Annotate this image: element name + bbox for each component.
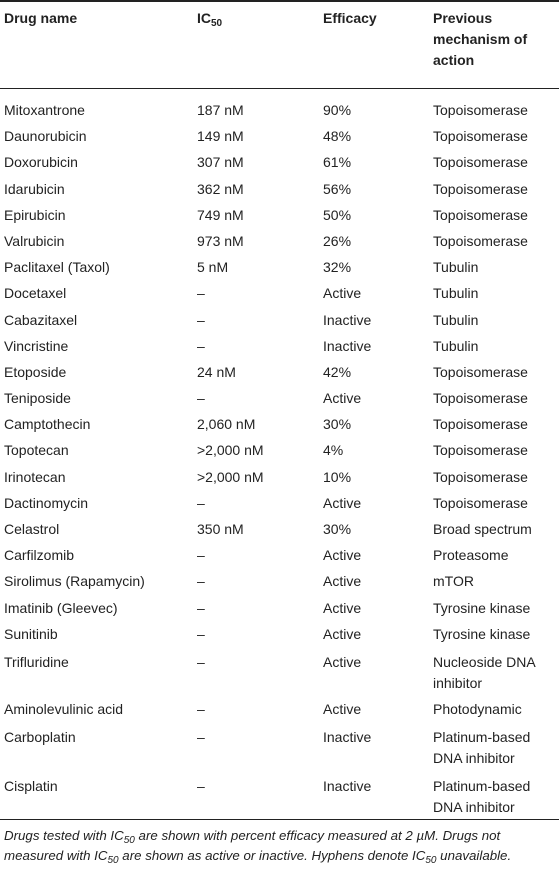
drug-name-cell: Etoposide <box>4 363 67 380</box>
table-row <box>0 332 559 358</box>
table-row <box>0 695 559 721</box>
efficacy-cell: Active <box>323 700 362 717</box>
mechanism-cell: Platinum-based DNA inhibitor <box>433 770 559 819</box>
drug-name-cell: Trifluridine <box>4 653 69 670</box>
drug-name-cell: Docetaxel <box>4 285 67 302</box>
drug-name-cell: Aminolevulinic acid <box>4 700 124 717</box>
mechanism-cell: Proteasome <box>433 547 509 564</box>
ic50-cell: 973 nM <box>197 232 244 249</box>
header-ic-subscript: 50 <box>211 18 223 29</box>
table-header <box>0 1 559 88</box>
efficacy-cell: Active <box>323 573 362 590</box>
mechanism-cell: Topoisomerase <box>433 442 528 459</box>
mechanism-cell: Platinum-based DNA inhibitor <box>433 729 531 767</box>
ic50-cell: 2,060 nM <box>197 416 256 433</box>
drug-name-cell: Carfilzomib <box>4 547 75 564</box>
efficacy-cell: Active <box>323 599 362 616</box>
spacer-cell <box>0 88 559 96</box>
table-row <box>0 201 559 227</box>
mechanism-cell: Topoisomerase <box>433 363 528 380</box>
header-ic50 <box>197 1 323 88</box>
ic50-cell: – <box>197 599 205 616</box>
drug-name-cell: Mitoxantrone <box>4 102 85 118</box>
ic50-cell: – <box>197 729 205 746</box>
table-row <box>0 515 559 541</box>
ic50-cell: 350 nM <box>197 521 244 537</box>
efficacy-cell: 61% <box>323 154 352 171</box>
footnote-ic-subscript-1: 50 <box>123 835 135 846</box>
table-row <box>0 148 559 174</box>
ic50-cell: – <box>197 311 205 328</box>
footnote-ic-label-1: IC <box>110 828 124 843</box>
drug-name-cell: Idarubicin <box>4 180 65 197</box>
ic50-cell: 749 nM <box>197 206 244 223</box>
drug-name-cell: Sunitinib <box>4 625 58 642</box>
ic50-cell: – <box>197 285 205 302</box>
header-drug-name: Drug name <box>0 1 197 88</box>
table-row <box>0 770 559 819</box>
mechanism-cell: Broad spectrum <box>433 521 532 537</box>
footnote-ic-subscript-3: 50 <box>425 855 437 866</box>
ic50-cell: 307 nM <box>197 154 244 171</box>
table-spacer <box>0 88 559 96</box>
drug-name-cell: Valrubicin <box>4 232 65 249</box>
mechanism-cell: Topoisomerase <box>433 416 528 433</box>
table-row <box>0 567 559 593</box>
efficacy-cell: Active <box>323 625 362 642</box>
table-row <box>0 227 559 253</box>
drug-name-cell: Cabazitaxel <box>4 311 78 328</box>
ic50-cell: 187 nM <box>197 102 244 118</box>
efficacy-cell: 48% <box>323 128 352 145</box>
table-row <box>0 436 559 462</box>
mechanism-cell: Tubulin <box>433 259 479 276</box>
drug-name-cell: Camptothecin <box>4 416 91 433</box>
mechanism-cell: mTOR <box>433 573 474 590</box>
drug-name-cell: Cisplatin <box>0 770 197 819</box>
ic50-cell: >2,000 nM <box>197 468 264 485</box>
table-row <box>0 279 559 305</box>
ic50-cell: – <box>197 494 205 511</box>
efficacy-cell: Inactive <box>323 729 372 746</box>
efficacy-cell: Inactive <box>323 770 433 819</box>
footnote-text-3: are shown as active or inactive. Hyphens denote <box>118 848 413 863</box>
mechanism-cell: Tyrosine kinase <box>433 625 531 642</box>
header-mechanism: Previous mechanism of action <box>433 1 559 88</box>
mechanism-cell: Tyrosine kinase <box>433 599 531 616</box>
header-ic-label: IC <box>197 10 211 26</box>
ic50-cell: – <box>197 337 205 354</box>
footnote-text-1: Drugs tested with <box>4 828 111 843</box>
table-row <box>0 594 559 620</box>
table-row <box>0 384 559 410</box>
mechanism-cell: Topoisomerase <box>433 468 528 485</box>
mechanism-cell: Tubulin <box>433 337 479 354</box>
drug-name-cell: Celastrol <box>4 521 60 537</box>
efficacy-cell: 30% <box>323 416 352 433</box>
drug-name-cell: Dactinomycin <box>4 494 89 511</box>
table-row <box>0 122 559 148</box>
efficacy-cell: Active <box>323 285 362 302</box>
ic50-cell: – <box>197 625 205 642</box>
ic50-cell: – <box>197 700 205 717</box>
table-row <box>0 253 559 279</box>
drug-name-cell: Teniposide <box>4 390 71 407</box>
efficacy-cell: 26% <box>323 232 352 249</box>
drug-name-cell: Doxorubicin <box>4 154 78 171</box>
efficacy-cell: 10% <box>323 468 352 485</box>
ic50-cell: 5 nM <box>197 259 229 276</box>
efficacy-cell: 90% <box>323 102 352 118</box>
efficacy-cell: Inactive <box>323 337 372 354</box>
drug-name-cell: Irinotecan <box>4 468 66 485</box>
mechanism-cell: Topoisomerase <box>433 180 528 197</box>
drug-name-cell: Topotecan <box>4 442 69 459</box>
table-row <box>0 96 559 122</box>
drug-name-cell: Epirubicin <box>4 206 66 223</box>
ic50-cell: – <box>197 573 205 590</box>
ic50-cell: 24 nM <box>197 363 236 380</box>
mechanism-cell: Topoisomerase <box>433 206 528 223</box>
ic50-cell: – <box>197 390 205 407</box>
table-row <box>0 410 559 436</box>
efficacy-cell: 50% <box>323 206 352 223</box>
mechanism-cell: Tubulin <box>433 285 479 302</box>
efficacy-cell: 56% <box>323 180 352 197</box>
footnote-ic-label-2: IC <box>94 848 108 863</box>
table-row <box>0 620 559 646</box>
efficacy-cell: Active <box>323 390 362 407</box>
table-row <box>0 541 559 567</box>
table-row <box>0 646 559 695</box>
mechanism-cell: Topoisomerase <box>433 154 528 171</box>
table-footnote <box>4 826 556 866</box>
table-row <box>0 721 559 770</box>
ic50-cell: – <box>197 770 323 819</box>
drug-name-cell: Imatinib (Gleevec) <box>4 599 118 616</box>
efficacy-cell: 30% <box>323 521 352 537</box>
table-row <box>0 489 559 515</box>
efficacy-cell: 4% <box>323 442 344 459</box>
efficacy-cell: Active <box>323 494 362 511</box>
drug-name-cell: Vincristine <box>4 337 69 354</box>
table-row <box>0 306 559 332</box>
mechanism-cell: Nucleoside DNA inhibitor <box>433 653 535 691</box>
mechanism-cell: Topoisomerase <box>433 390 528 407</box>
table-row <box>0 358 559 384</box>
ic50-cell: – <box>197 653 205 670</box>
table-row <box>0 463 559 489</box>
efficacy-cell: Active <box>323 547 362 564</box>
efficacy-cell: 32% <box>323 259 352 276</box>
footnote-ic-subscript-2: 50 <box>107 855 119 866</box>
efficacy-cell: Active <box>323 653 362 670</box>
mechanism-cell: Topoisomerase <box>433 232 528 249</box>
mechanism-cell: Topoisomerase <box>433 494 528 511</box>
footnote-text-4: unavailable. <box>436 848 512 863</box>
ic50-cell: 149 nM <box>197 128 244 145</box>
header-efficacy: Efficacy <box>323 1 433 88</box>
drug-name-cell: Paclitaxel (Taxol) <box>4 259 110 276</box>
table-body <box>0 88 559 819</box>
ic50-cell: – <box>197 547 205 564</box>
ic50-cell: 362 nM <box>197 180 244 197</box>
drug-name-cell: Daunorubicin <box>4 128 87 145</box>
mechanism-cell: Photodynamic <box>433 700 522 717</box>
header-row <box>0 1 559 88</box>
ic50-cell: >2,000 nM <box>197 442 264 459</box>
footnote-text-2: are shown with percent efficacy measured at 2 µM. Drugs not measured with <box>4 828 501 863</box>
footnote-ic-label-3: IC <box>412 848 426 863</box>
efficacy-cell: Inactive <box>323 311 372 328</box>
drug-name-cell: Carboplatin <box>4 729 76 746</box>
efficacy-cell: 42% <box>323 363 352 380</box>
drug-name-cell: Sirolimus (Rapamycin) <box>4 573 145 590</box>
mechanism-cell: Topoisomerase <box>433 128 528 145</box>
mechanism-cell: Topoisomerase <box>433 102 528 118</box>
table-row <box>0 175 559 201</box>
mechanism-cell: Tubulin <box>433 311 479 328</box>
